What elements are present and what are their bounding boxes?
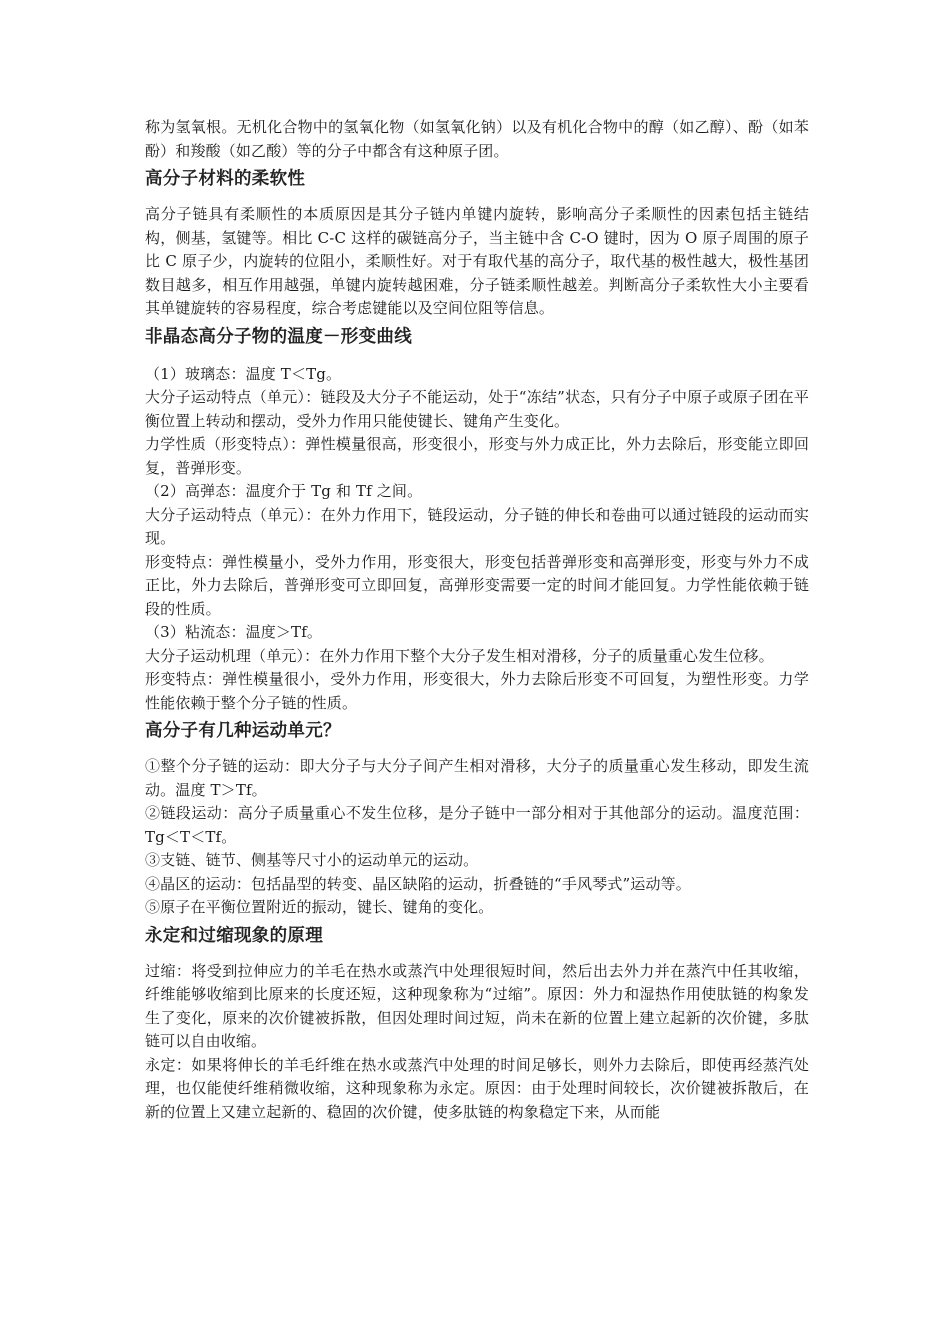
intro-paragraph: 称为氢氧根。无机化合物中的氢氧化物（如氢氧化钠）以及有机化合物中的醇（如乙醇）、酚（如苯酚）和羧酸（如乙酸）等的分子中都含有这种原子团。 [145, 118, 809, 160]
motion-unit-item: ①整个分子链的运动：即大分子与大分子间产生相对滑移，大分子的质量重心发生移动，即发生流动。温度 T＞Tf。 [145, 757, 809, 799]
glassy-state-motion: 大分子运动特点（单元）：链段及大分子不能运动，处于“冻结”状态，只有分子中原子或原子团在平衡位置上转动和摆动，受外力作用只能使键长、键角产生变化。 [145, 388, 809, 430]
glassy-state-mechanics: 力学性质（形变特点）：弹性模量很高，形变很小，形变与外力成正比，外力去除后，形变能立即回复，普弹形变。 [145, 435, 809, 477]
viscous-state-motion: 大分子运动机理（单元）：在外力作用下整个大分子发生相对滑移，分子的质量重心发生位移。 [145, 646, 774, 665]
glassy-state-title: （1）玻璃态：温度 T＜Tg。 [145, 364, 342, 383]
rubbery-state-deformation: 形变特点：弹性模量小，受外力作用，形变很大，形变包括普弹形变和高弹形变，形变与外力不成正比，外力去除后，普弹形变可立即回复，高弹形变需要一定的时间才能回复。力学性能依赖于链段的性质。 [145, 552, 809, 618]
rubbery-state-motion: 大分子运动特点（单元）：在外力作用下，链段运动，分子链的伸长和卷曲可以通过链段的运动而实现。 [145, 505, 809, 547]
section-heading-motion-units: 高分子有几种运动单元？ [145, 721, 341, 741]
section-heading-setting-supercontraction: 永定和过缩现象的原理 [145, 925, 323, 946]
permanent-set-paragraph: 永定：如果将伸长的羊毛纤维在热水或蒸汽中处理的时间足够长，则外力去除后，即使再经蒸汽处理，也仅能使纤维稍微收缩，这种现象称为永定。原因：由于处理时间较长，次价键被拆散后，在新的位置上又建立起新的、稳固的次价键，使多肽链的构象稳定下来，从而能 [145, 1055, 809, 1121]
viscous-state-deformation: 形变特点：弹性模量很小，受外力作用，形变很大，外力去除后形变不可回复，为塑性形变。力学性能依赖于整个分子链的性质。 [145, 670, 809, 712]
motion-unit-item: ⑤原子在平衡位置附近的振动，键长、键角的变化。 [145, 898, 494, 916]
section-heading-temperature-deformation-curve: 非晶态高分子物的温度－形变曲线 [145, 326, 412, 347]
motion-unit-item: ③支链、链节、侧基等尺寸小的运动单元的运动。 [145, 851, 479, 869]
document-page [145, 116, 809, 1124]
motion-unit-item: ④晶区的运动：包括晶型的转变、晶区缺陷的运动，折叠链的“手风琴式”运动等。 [145, 874, 691, 893]
flexibility-paragraph: 高分子链具有柔顺性的本质原因是其分子链内单键内旋转，影响高分子柔顺性的因素包括主链结构，侧基，氢键等。相比 C-C 这样的碳链高分子，当主链中含 C-O 键时，因为 O 原子周围的原子比 C 原子少，内旋转的位阻小，柔顺性好。对于有取代基的高分子，取代基的极性越大，极性基团数目越多，相互作用越强，单键内旋转越困难，分子链柔顺性越差。判断高分子柔软性大小主要看其单键旋转的容易程度，综合考虑键能以及空间位阻等信息。 [145, 205, 809, 317]
rubbery-state-title: （2）高弹态：温度介于 Tg 和 Tf 之间。 [145, 482, 423, 500]
viscous-state-title: （3）粘流态：温度＞Tf。 [145, 623, 323, 641]
motion-unit-item: ②链段运动：高分子质量重心不发生位移，是分子链中一部分相对于其他部分的运动。温度范围：Tg＜T＜Tf。 [145, 804, 809, 846]
supercontraction-paragraph: 过缩：将受到拉伸应力的羊毛在热水或蒸汽中处理很短时间，然后出去外力并在蒸汽中任其收缩，纤维能够收缩到比原来的长度还短，这种现象称为“过缩”。原因：外力和湿热作用使肽链的构象发生了变化，原来的次价键被拆散，但因处理时间过短，尚未在新的位置上建立起新的次价键，多肽链可以自由收缩。 [145, 961, 809, 1050]
section-heading-flexibility: 高分子材料的柔软性 [145, 169, 306, 189]
